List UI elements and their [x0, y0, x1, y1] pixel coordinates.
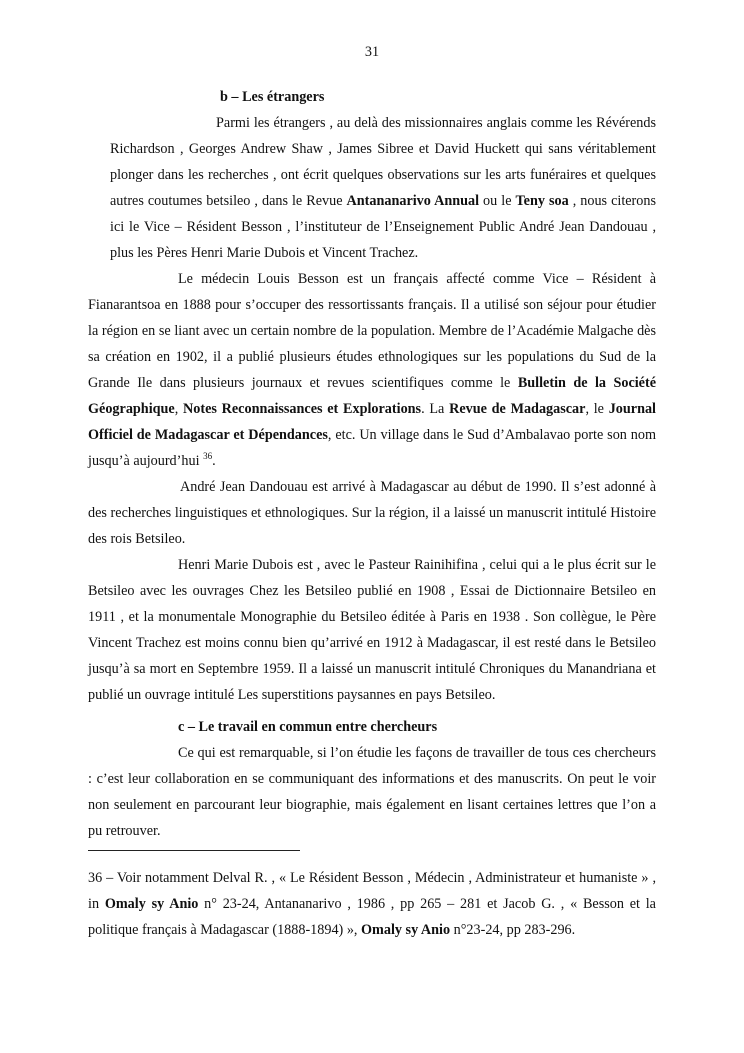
page-number: 31 — [364, 44, 380, 60]
indented-block — [110, 110, 656, 266]
paragraph-collaboration — [88, 740, 656, 844]
text-run: . — [212, 453, 216, 469]
document-body — [88, 84, 656, 943]
text-run: Ce qui est remarquable, si l’on étudie les façons de travailler de tous ces chercheurs : c’est leur collaboration en se communiquant des informations et des manuscrits. On peut le voir non seulement en parcourant leur biographie, mais également en lisant certaines lettres que l’on a pu retrouver. — [88, 745, 656, 839]
footnote-ref: 36 — [203, 451, 213, 461]
text-run: n° 23-24, Antananarivo , 1986 , pp 265 – 281 et Jacob G. , « Besson et la politique français à Madagascar (1888-1894) », — [88, 896, 656, 938]
text-run: n°23-24, pp 283-296. — [450, 922, 576, 938]
text-run: Henri Marie Dubois est , avec le Pasteur Rainihifina , celui qui a le plus écrit sur le Betsileo avec les ouvrages Chez les Betsileo publié en 1908 , Essai de Dictionnaire Betsileo en 1911 , et la monumentale Monographie du Betsileo éditée à Paris en 1938 . Son collègue, le Père Vincent Trachez est moins connu bien qu’arrivé en 1912 à Madagascar, il est resté dans le Betsileo jusqu’à sa mort en Septembre 1959. Il a laissé un manuscrit intitulé Chroniques du Manandriana et publié un ouvrage intitulé Les superstitions paysannes en pays Betsileo. — [88, 557, 656, 703]
footnote-separator — [88, 850, 300, 851]
bold-text: Antananarivo Annual — [346, 193, 480, 209]
footnote-36 — [88, 865, 656, 943]
text-run: Parmi les étrangers , au delà des missionnaires anglais comme les Révérends Richardson , Georges Andrew Shaw , James Sibree et David Huckett qui sans véritablement plonger dans les recherches , ont écrit quelques observations sur les arts funéraires et quelques autres coutumes betsileo , dans le Revue — [110, 115, 656, 209]
bold-text: Teny soa — [515, 193, 569, 209]
text-run: , — [174, 401, 184, 417]
paragraph-besson — [88, 266, 656, 474]
text-run: , le — [585, 401, 609, 417]
text-run: Le médecin Louis Besson est un français affecté comme Vice – Résident à Fianarantsoa en 1888 pour s’occuper des ressortissants français. Il a utilisé son séjour pour étudier la région en se liant avec un certain nombre de la population. Membre de l’Académie Malgache dès sa création en 1902, il a publié plusieurs études ethnologiques sur les populations du Sud de la Grande Ile dans plusieurs journaux et revues scientifiques comme le — [88, 271, 656, 391]
text-run: 36 – Voir notamment Delval R. , « Le Résident Besson , Médecin , Administrateur et humaniste » , in — [88, 870, 656, 912]
bold-text: Bulletin de la Société Géographique — [88, 375, 657, 417]
footnote — [88, 865, 656, 943]
bold-text: Omaly sy Anio — [104, 896, 199, 912]
text-run: André Jean Dandouau est arrivé à Madagascar au début de 1990. Il s’est adonné à des recherches linguistiques et ethnologiques. Sur la région, il a laissé un manuscrit intitulé Histoire des rois Betsileo. — [88, 479, 656, 547]
text-run: , etc. Un village dans le Sud d’Ambalavao porte son nom jusqu’à aujourd’hui — [88, 427, 656, 469]
bold-text: Journal Officiel de Madagascar et Dépendances — [88, 401, 657, 443]
bold-text: Revue de Madagascar — [449, 401, 586, 417]
paragraph-foreigners — [110, 110, 656, 266]
section-heading-c: c – Le travail en commun entre chercheurs — [178, 719, 438, 735]
bold-text: Notes Reconnaissances et Explorations — [183, 401, 422, 417]
bold-text: Omaly sy Anio — [361, 922, 451, 938]
text-run: ou le — [479, 193, 516, 209]
paragraph-dandouau — [88, 474, 656, 552]
text-run: , nous citerons ici le Vice – Résident Besson , l’instituteur de l’Enseignement Public André Jean Dandouau , plus les Pères Henri Marie Dubois et Vincent Trachez. — [110, 193, 656, 261]
paragraph-dubois — [88, 552, 656, 708]
section-heading-b: b – Les étrangers — [220, 89, 325, 105]
text-run: . La — [421, 401, 450, 417]
